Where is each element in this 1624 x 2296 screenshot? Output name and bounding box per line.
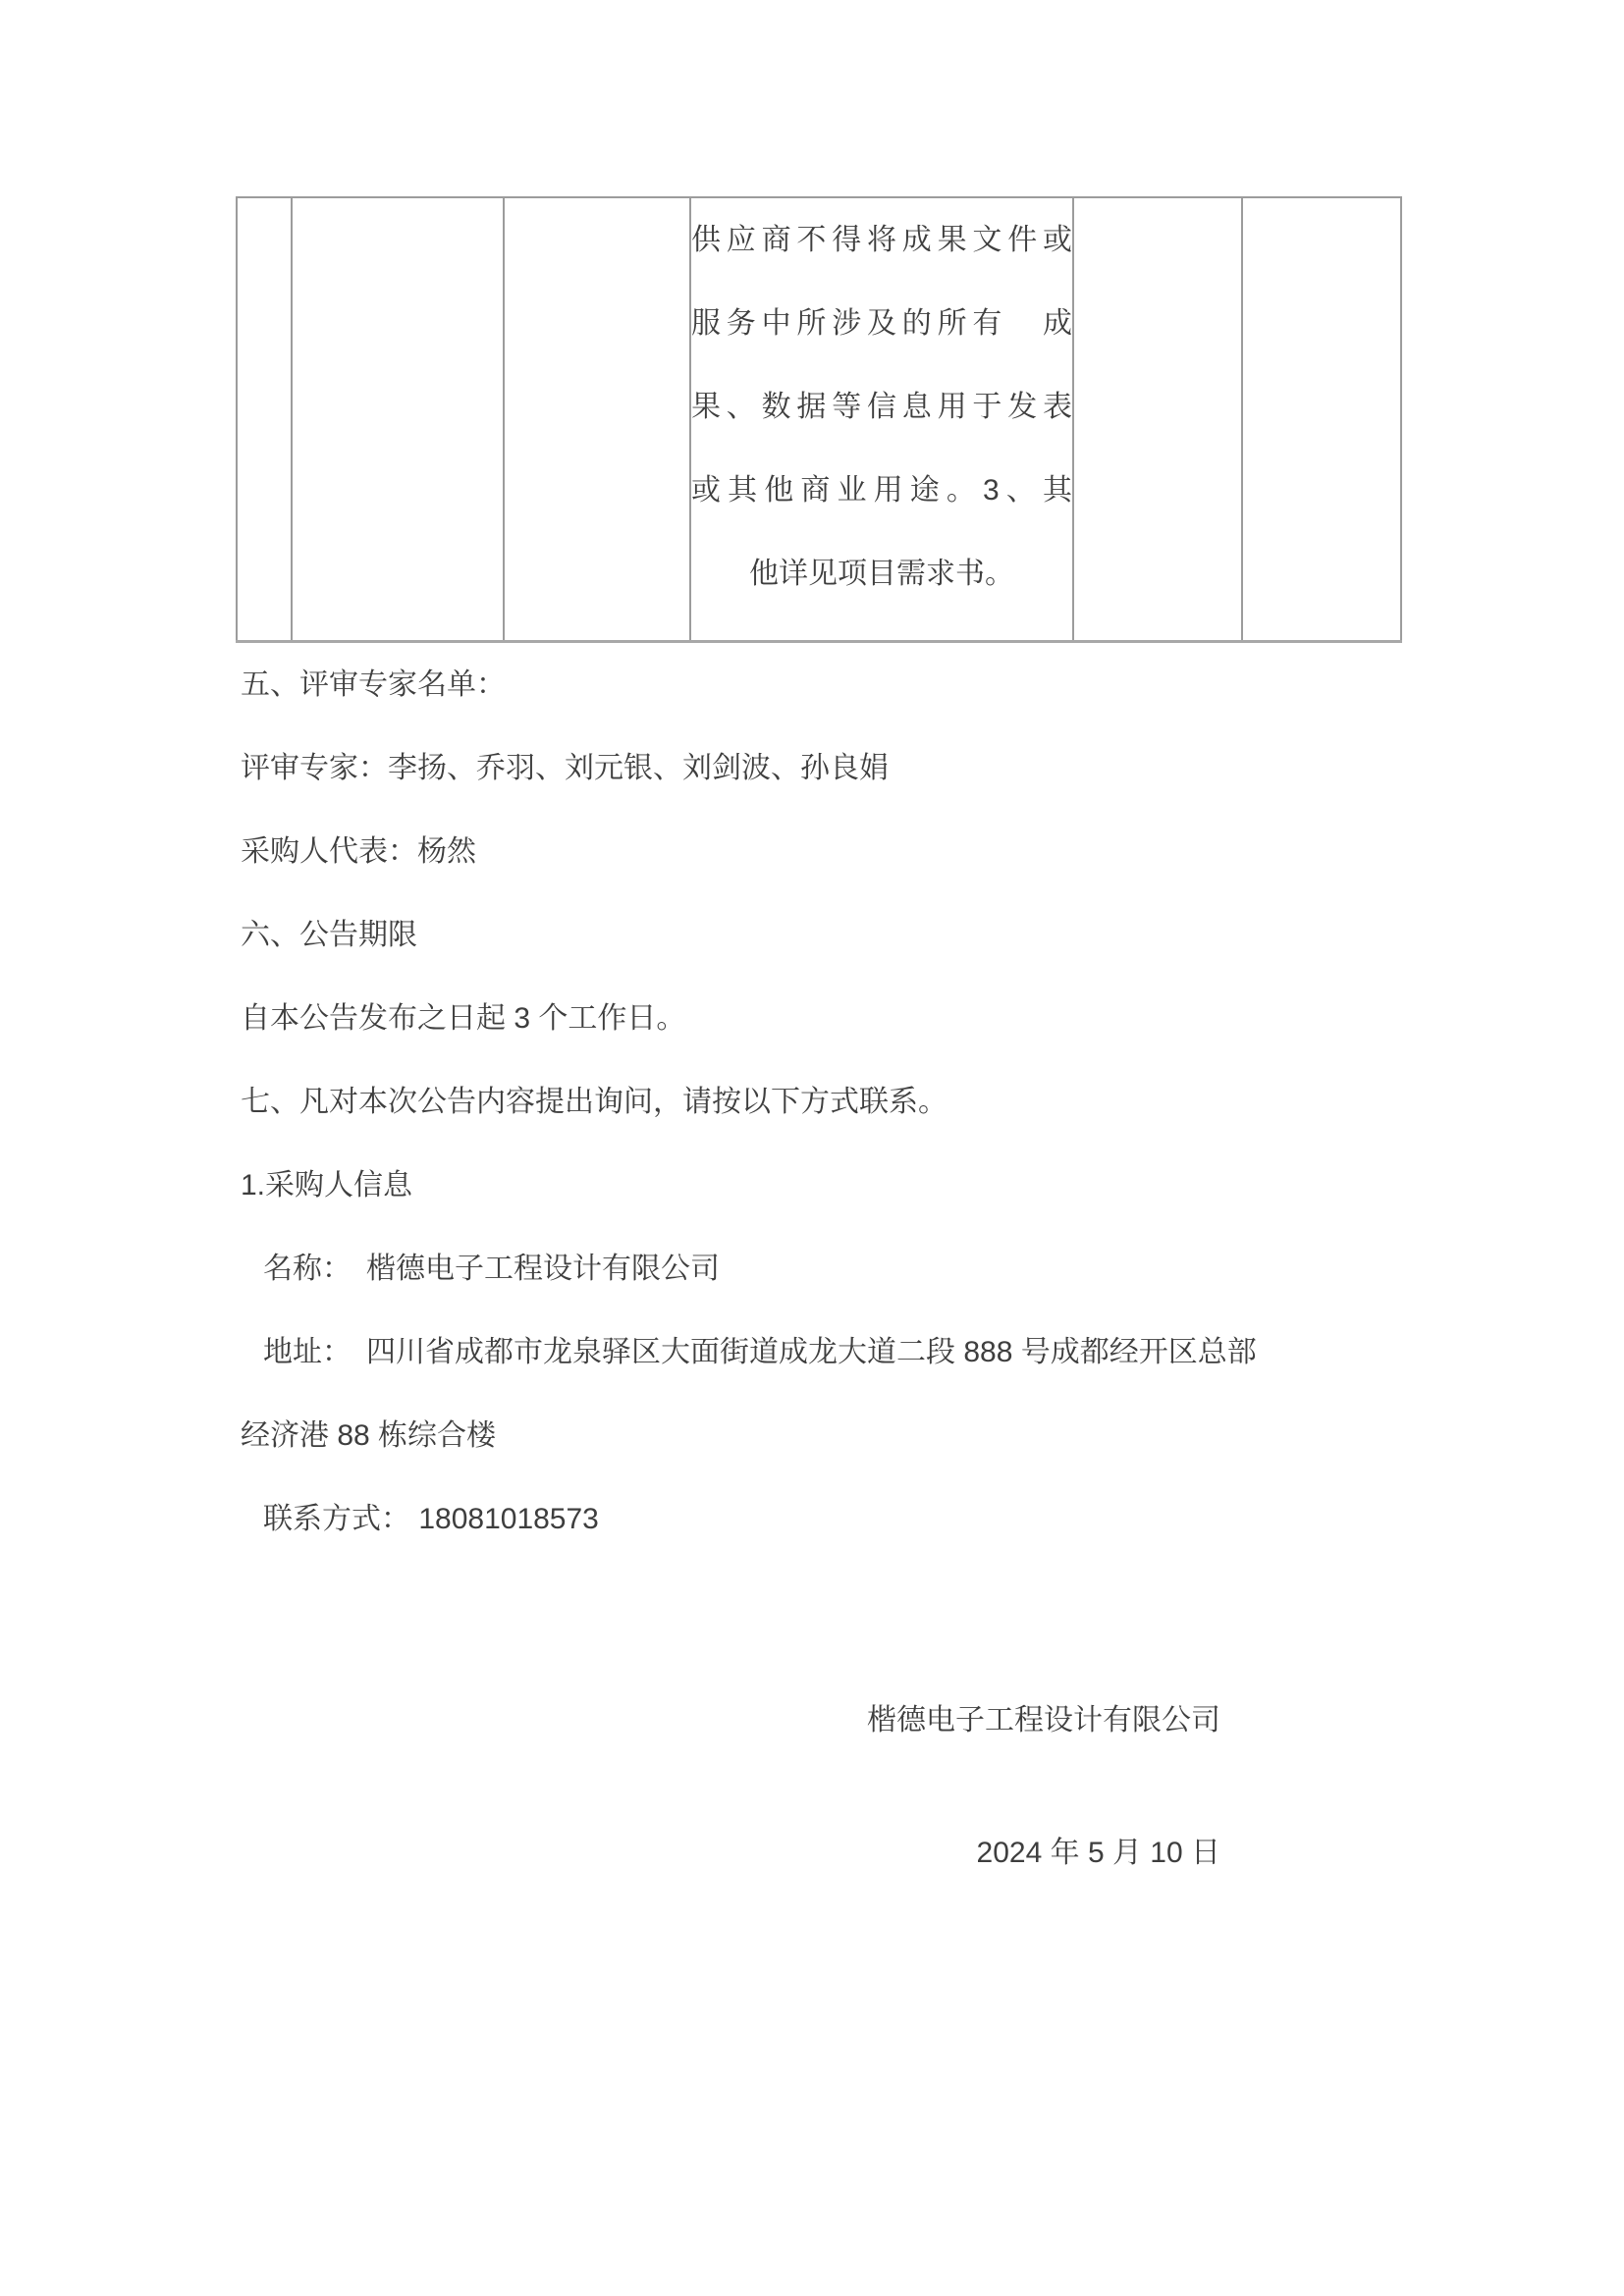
requirement-line: 或其他商业用途。3、其 <box>691 474 1072 507</box>
section-7-heading: 七、凡对本次公告内容提出询问，请按以下方式联系。 <box>241 1086 947 1118</box>
table-cell-3 <box>504 197 690 642</box>
table-cell-5 <box>1073 197 1242 642</box>
experts-line: 评审专家：李扬、乔羽、刘元银、刘剑波、孙良娟 <box>241 752 889 784</box>
purchaser-contact-line: 联系方式： 18081018573 <box>263 1503 599 1535</box>
requirement-line-last: 他详见项目需求书。 <box>749 558 1014 590</box>
signature-block <box>241 1679 1220 1895</box>
purchaser-address-line-2: 经济港 88 栋综合楼 <box>241 1419 497 1452</box>
section-6-heading: 六、公告期限 <box>241 919 417 951</box>
table-cell-2 <box>292 197 504 642</box>
signature-date: 2024 年 5 月 10 日 <box>976 1837 1220 1869</box>
table-cell-6 <box>1242 197 1401 642</box>
table-cell-requirements <box>690 197 1073 642</box>
requirement-line: 服务中所涉及的所有 成 <box>691 307 1072 340</box>
notice-period-line: 自本公告发布之日起 3 个工作日。 <box>241 1002 686 1035</box>
requirement-line: 果、数据等信息用于发表 <box>691 391 1072 423</box>
purchaser-address-line-1: 地址： 四川省成都市龙泉驿区大面街道成龙大道二段 888 号成都经开区总部 <box>263 1336 1257 1368</box>
continuation-table <box>236 196 1402 643</box>
table-row <box>237 197 1401 642</box>
purchaser-info-heading: 1.采购人信息 <box>241 1169 413 1201</box>
table-cell-1 <box>237 197 292 642</box>
purchaser-name-line: 名称： 楷德电子工程设计有限公司 <box>263 1253 720 1285</box>
body-text <box>241 643 1399 1561</box>
signature-company: 楷德电子工程设计有限公司 <box>867 1704 1220 1736</box>
section-5-heading: 五、评审专家名单： <box>241 668 506 701</box>
requirement-line: 供应商不得将成果文件或 <box>691 224 1072 256</box>
purchaser-rep-line: 采购人代表：杨然 <box>241 835 476 868</box>
